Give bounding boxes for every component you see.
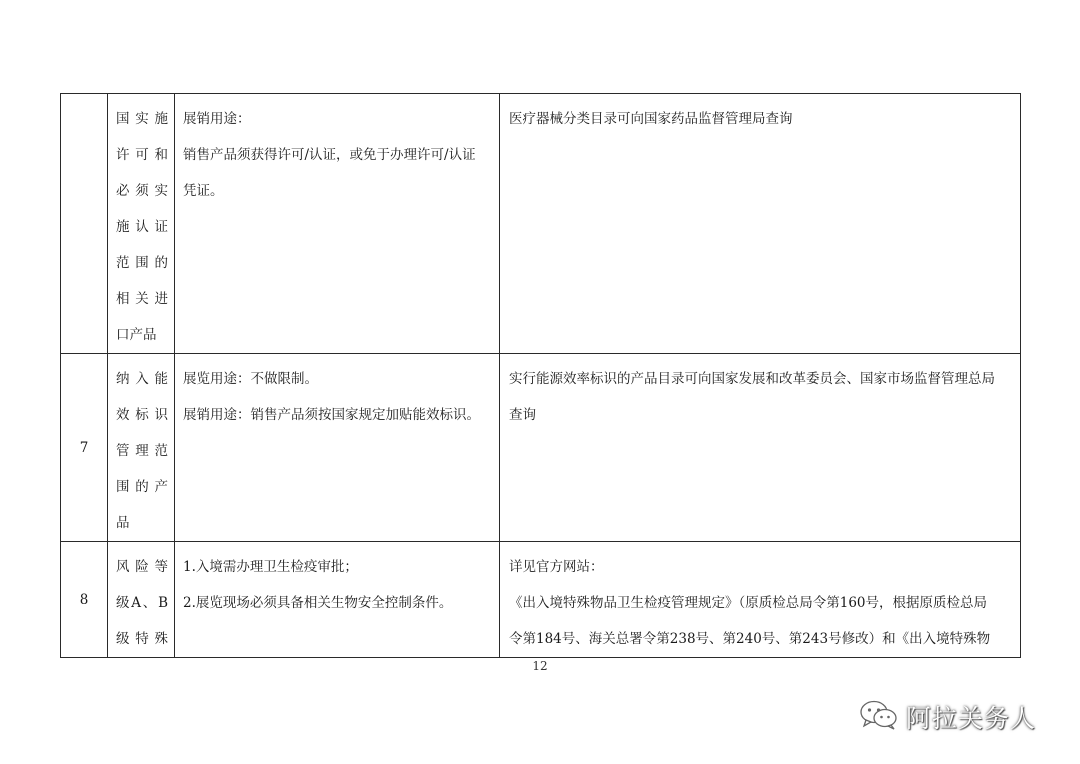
category-line: 施认证 <box>116 219 168 235</box>
usage-line: 1.入境需办理卫生检疫审批； <box>183 559 358 575</box>
category-cell <box>108 94 175 354</box>
watermark <box>858 700 1036 734</box>
usage-line: 展销用途：销售产品须按国家规定加贴能效标识。 <box>183 407 480 423</box>
category-line: 风险等 <box>116 559 168 575</box>
wechat-icon <box>858 698 900 736</box>
category-cell <box>108 542 175 658</box>
usage-line: 2.展览现场必须具备相关生物安全控制条件。 <box>183 595 453 611</box>
table-row <box>61 354 1021 542</box>
note-line: 实行能源效率标识的产品目录可向国家发展和改革委员会、国家市场监督管理总局 <box>509 371 995 387</box>
usage-cell <box>175 354 500 542</box>
usage-line: 凭证。 <box>183 183 224 199</box>
usage-cell <box>175 94 500 354</box>
category-line: 级特殊 <box>116 631 168 647</box>
table-row <box>61 94 1021 354</box>
usage-line: 展览用途：不做限制。 <box>183 371 318 387</box>
category-line: 国实施 <box>116 111 168 127</box>
note-cell <box>500 542 1021 658</box>
category-line: 品 <box>116 515 130 531</box>
note-line: 《出入境特殊物品卫生检疫管理规定》（原质检总局令第160号，根据原质检总局 <box>509 595 988 611</box>
category-cell <box>108 354 175 542</box>
usage-line: 销售产品须获得许可/认证，或免于办理许可/认证 <box>183 147 476 163</box>
category-line: 口产品 <box>116 327 157 343</box>
note-line: 详见官方网站： <box>509 559 604 575</box>
table-row <box>61 542 1021 658</box>
usage-cell <box>175 542 500 658</box>
category-line: 范围的 <box>116 255 168 271</box>
note-cell <box>500 94 1021 354</box>
row-number: 7 <box>61 354 108 542</box>
category-line: 纳入能 <box>116 371 168 387</box>
regulation-table <box>60 93 1021 658</box>
category-line: 许可和 <box>116 147 168 163</box>
page-number: 12 <box>532 659 548 673</box>
note-cell <box>500 354 1021 542</box>
note-line: 令第184号、海关总署令第238号、第240号、第243号修改）和《出入境特殊物 <box>509 631 991 647</box>
row-number <box>61 94 108 354</box>
watermark-text: 阿拉关务人 <box>906 704 1037 733</box>
category-line: 相关进 <box>116 291 168 307</box>
category-line: 必须实 <box>116 183 168 199</box>
note-line: 查询 <box>509 407 536 423</box>
usage-line: 展销用途： <box>183 111 251 127</box>
row-number: 8 <box>61 542 108 658</box>
category-line: 管理范 <box>116 443 168 459</box>
category-line: 围的产 <box>116 479 168 495</box>
category-line: 级A、B <box>116 595 168 611</box>
note-line: 医疗器械分类目录可向国家药品监督管理局查询 <box>509 111 793 127</box>
category-line: 效标识 <box>116 407 168 423</box>
